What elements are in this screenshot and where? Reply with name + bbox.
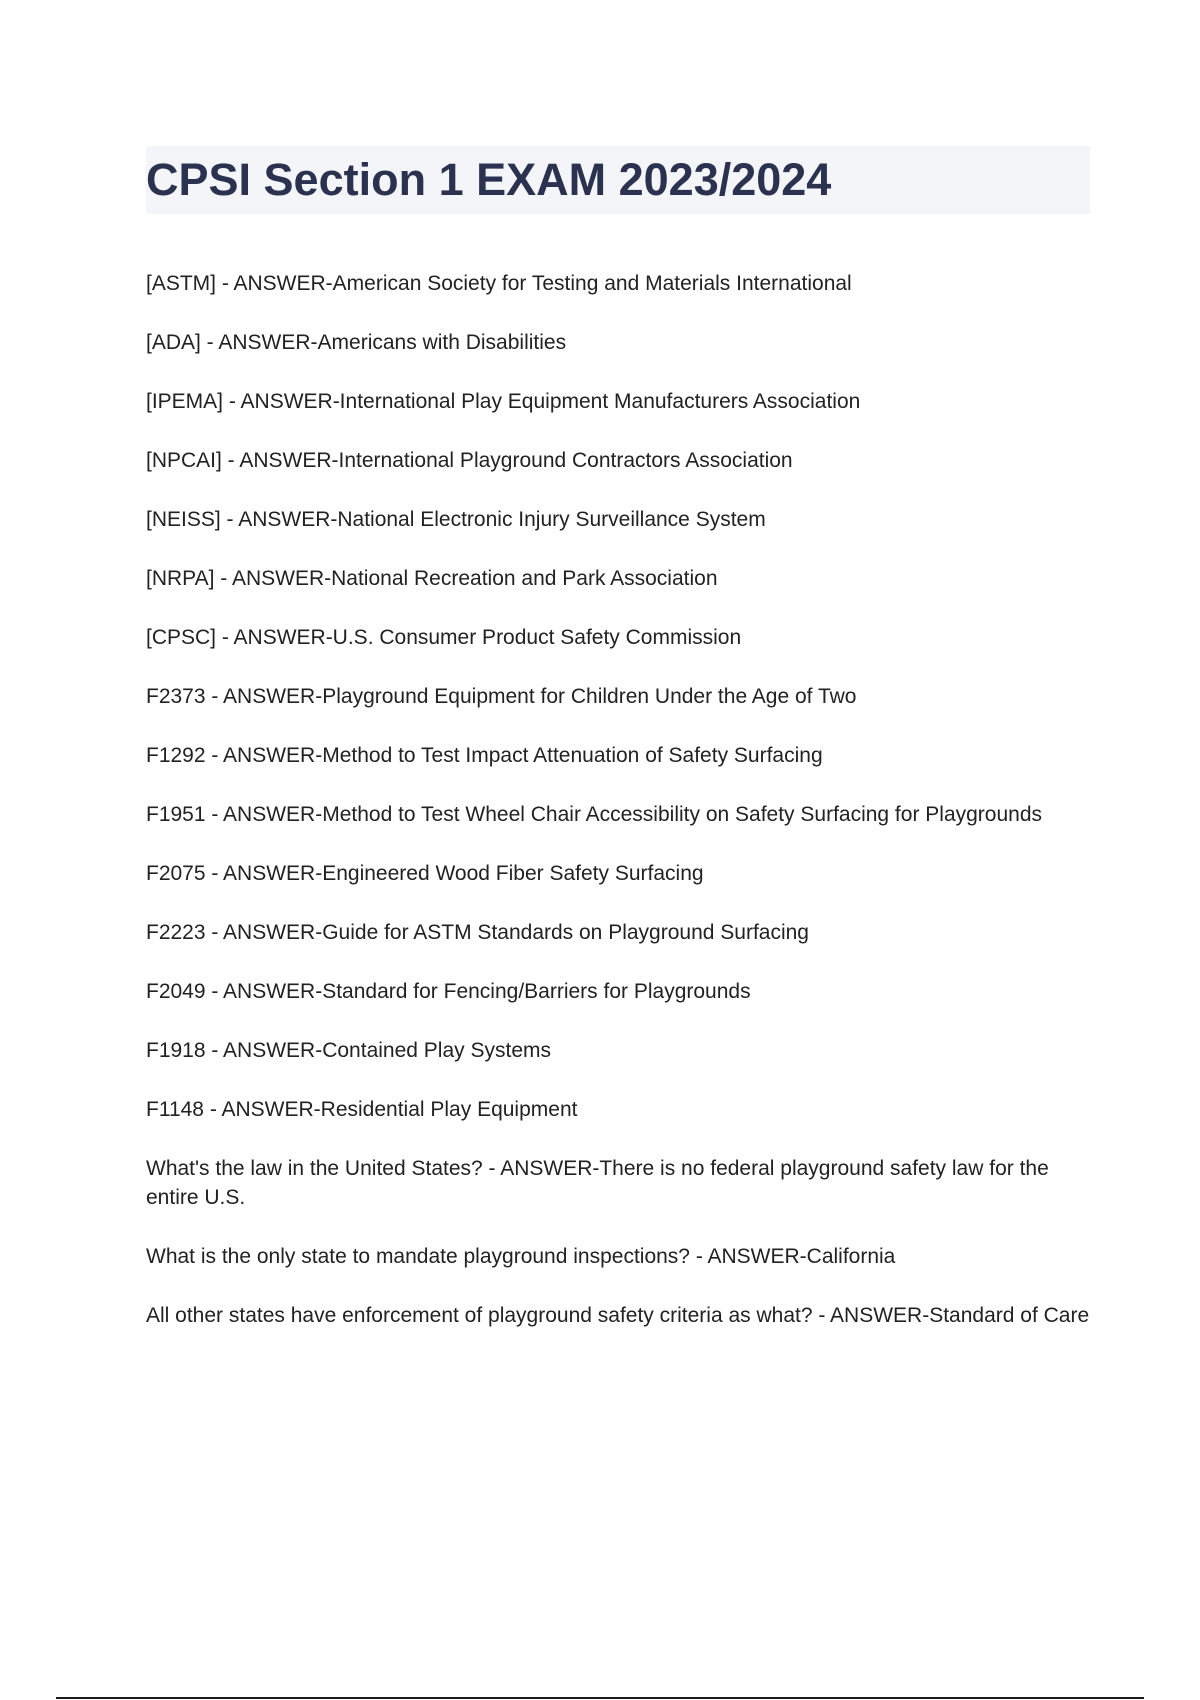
qa-item: F1148 - ANSWER-Residential Play Equipment	[146, 1098, 578, 1121]
footer-divider	[56, 1697, 1144, 1699]
qa-item: [ASTM] - ANSWER-American Society for Testing and Materials International	[146, 272, 852, 295]
qa-item: F1292 - ANSWER-Method to Test Impact Attenuation of Safety Surfacing	[146, 744, 823, 767]
qa-list	[146, 269, 1096, 1360]
qa-item: F1951 - ANSWER-Method to Test Wheel Chair Accessibility on Safety Surfacing for Playgrounds	[146, 803, 1043, 826]
qa-item: All other states have enforcement of playground safety criteria as what? - ANSWER-Standard of Care	[146, 1304, 1090, 1327]
qa-item: [CPSC] - ANSWER-U.S. Consumer Product Safety Commission	[146, 626, 742, 649]
qa-item: F1918 - ANSWER-Contained Play Systems	[146, 1039, 551, 1062]
qa-item: What's the law in the United States? - ANSWER-There is no federal playground safety law for the entire U.S.	[146, 1157, 1049, 1209]
qa-item: F2049 - ANSWER-Standard for Fencing/Barriers for Playgrounds	[146, 980, 751, 1003]
page-title: CPSI Section 1 EXAM 2023/2024	[146, 154, 832, 205]
qa-item: F2075 - ANSWER-Engineered Wood Fiber Safety Surfacing	[146, 862, 704, 885]
qa-item: [NRPA] - ANSWER-National Recreation and Park Association	[146, 567, 718, 590]
qa-item: F2223 - ANSWER-Guide for ASTM Standards on Playground Surfacing	[146, 921, 809, 944]
qa-item: [IPEMA] - ANSWER-International Play Equipment Manufacturers Association	[146, 390, 861, 413]
qa-item: F2373 - ANSWER-Playground Equipment for Children Under the Age of Two	[146, 685, 857, 708]
qa-item: [NPCAI] - ANSWER-International Playground Contractors Association	[146, 449, 793, 472]
qa-item: [NEISS] - ANSWER-National Electronic Injury Surveillance System	[146, 508, 766, 531]
qa-item: [ADA] - ANSWER-Americans with Disabilities	[146, 331, 567, 354]
qa-item: What is the only state to mandate playground inspections? - ANSWER-California	[146, 1245, 896, 1268]
